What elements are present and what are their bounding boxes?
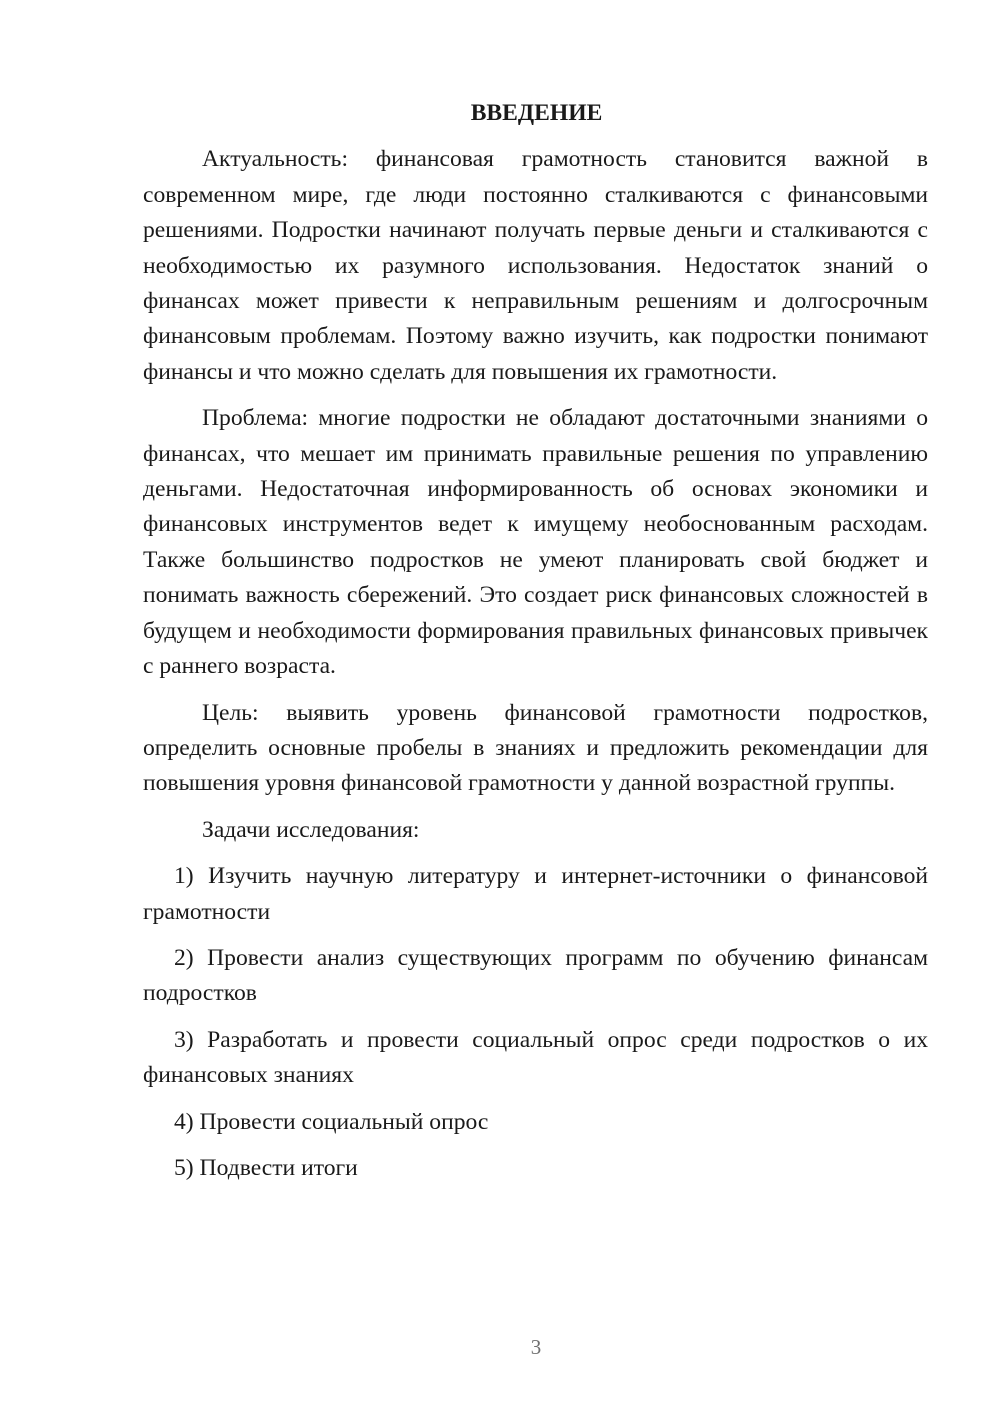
task-item: 5) Подвести итоги xyxy=(174,1154,358,1181)
task-item: 4) Провести социальный опрос xyxy=(174,1108,489,1135)
page-number: 3 xyxy=(530,1335,542,1359)
paragraph-goal: Цель: выявить уровень финансовой грамотности подростков, определить основные пробелы в знаниях и предложить рекомендации для повышения уровня финансовой грамотности у данной возрастной группы. xyxy=(143,699,928,797)
task-item: 3) Разработать и провести социальный опрос среди подростков о их финансовых знаниях xyxy=(143,1026,928,1089)
task-item: 2) Провести анализ существующих программ по обучению финансам подростков xyxy=(143,944,928,1007)
tasks-intro: Задачи исследования: xyxy=(202,816,420,843)
paragraph-problem: Проблема: многие подростки не обладают достаточными знаниями о финансах, что мешает им принимать правильные решения по управлению деньгами. Недостаточная информированность об основах экономики и финансовых инструментов ведет к имущему необоснованным расходам. Также большинство подростков не умеют планировать свой бюджет и понимать важность сбережений. Это создает риск финансовых сложностей в будущем и необходимости формирования правильных финансовых привычек с раннего возраста. xyxy=(143,405,928,680)
section-heading: ВВЕДЕНИЕ xyxy=(470,100,603,126)
paragraph-relevance: Актуальность: финансовая грамотность становится важной в современном мире, где люди постоянно сталкиваются с финансовыми решениями. Подростки начинают получать первые деньги и сталкиваются с необходимостью их разумного использования. Недостаток знаний о финансах может привести к неправильным решениям и долгосрочным финансовым проблемам. Поэтому важно изучить, как подростки понимают финансы и что можно сделать для повышения их грамотности. xyxy=(143,146,928,385)
task-item: 1) Изучить научную литературу и интернет-источники о финансовой грамотности xyxy=(143,863,928,925)
page-content xyxy=(143,96,928,1197)
